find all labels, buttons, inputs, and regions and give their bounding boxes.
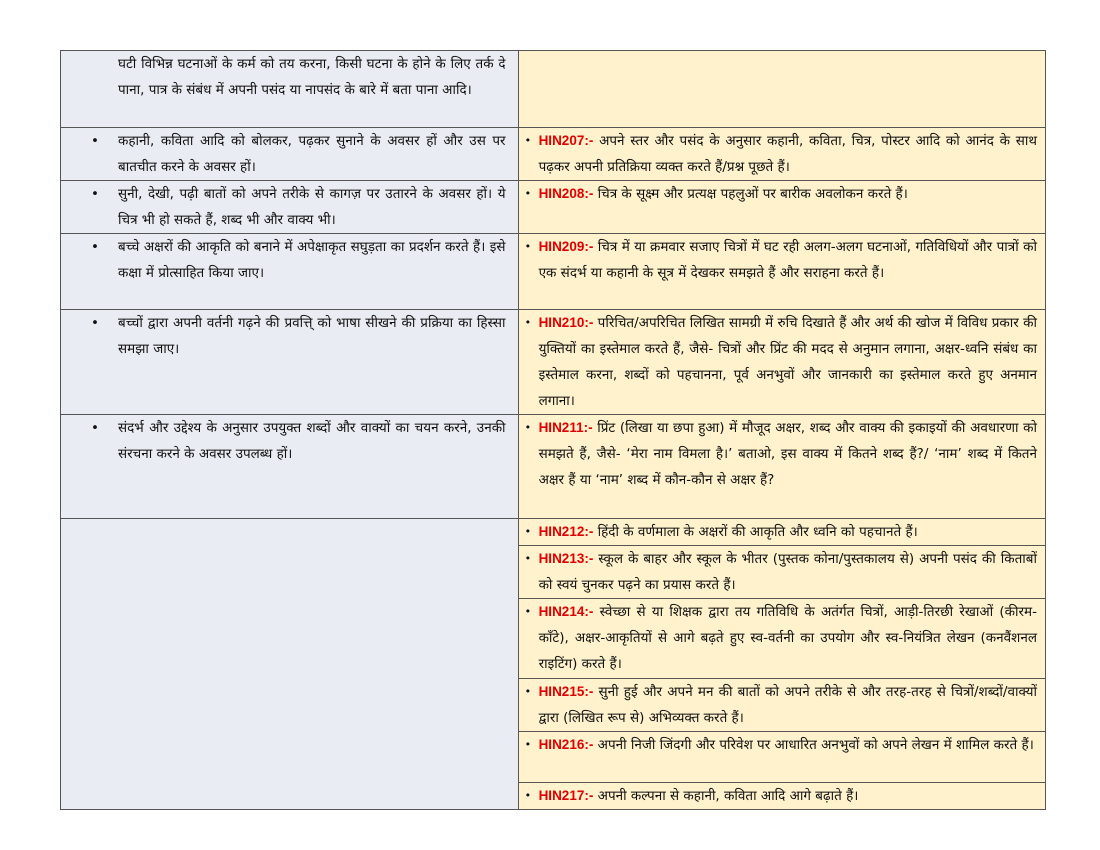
outcome-text: अपनी कल्पना से कहानी, कविता आदि आगे बढ़ाते हैं। (597, 788, 859, 804)
pedagogy-text: सुनी, देखी, पढ़ी बातों को अपने तरीके से कागज़ पर उतारने के अवसर हों। ये चित्र भी हो सकते हैं, शब्द भी और वाक्य भी। (118, 186, 506, 228)
pedagogy-cell (61, 128, 519, 181)
pedagogy-text: घटी विभिन्न घटनाओं के कर्म को तय करना, किसी घटना के होने के लिए तर्क दे पाना, पात्र के संबंध में अपनी पसंद या नापसंद के बारे में बता पाना आदि। (118, 56, 506, 98)
outcome-text: स्वेच्छा से या शिक्षक द्वारा तय गतिविधि के अतंर्गत चित्रों, आड़ी-तिरछी रेखाओं (कीरम-काँटे), अक्षर-आकृतियों से आगे बढ़ते हुए स्व-वर्तनी का उपयोग और स्व-नियंत्रित लेखन (कनवैंशनल राइटिंग) करते हैं। (538, 604, 1038, 672)
outcome-code: HIN217:- (538, 788, 594, 803)
outcome-cell (518, 128, 1045, 181)
outcome-cell (518, 181, 1045, 234)
outcome-cell (518, 234, 1045, 310)
pedagogy-cell (61, 415, 519, 519)
outcome-code: HIN209:- (538, 239, 594, 254)
outcome-code: HIN207:- (538, 133, 594, 148)
outcome-code: HIN214:- (538, 604, 594, 619)
bullet-icon: • (524, 552, 532, 565)
outcome-code: HIN212:- (538, 524, 594, 539)
outcome-text: अपने स्तर और पसंद के अनुसार कहानी, कविता, चित्र, पोस्टर आदि को आनंद के साथ पढ़कर अपनी प्रतिक्रिया व्यक्त करते हैं/प्रश्न पूछते हैं। (538, 133, 1037, 175)
outcome-cell (518, 546, 1045, 599)
pedagogy-text: कहानी, कविता आदि को बोलकर, पढ़कर सुनाने के अवसर हों और उस पर बातचीत करने के अवसर हों। (118, 133, 506, 175)
outcome-cell (518, 783, 1045, 810)
pedagogy-cell (61, 181, 519, 234)
bullet-icon: • (524, 789, 532, 802)
table-row (61, 234, 1046, 310)
pedagogy-cell-empty (61, 519, 519, 810)
outcome-code: HIN210:- (538, 315, 594, 330)
outcome-text: अपनी निजी जिंदगी और परिवेश पर आधारित अनभुवों को अपने लेखन में शामिल करते हैं। (597, 737, 1034, 753)
outcome-cell (518, 310, 1045, 415)
outcome-cell-empty (518, 51, 1045, 128)
pedagogy-text: बच्चे अक्षरों की आकृति को बनाने में अपेक्षाकृत सघुड़ता का प्रदर्शन करते हैं। इसे कक्षा में प्रोत्साहित किया जाए। (118, 239, 506, 281)
curriculum-table (60, 50, 1046, 810)
table-row (61, 415, 1046, 519)
bullet-icon: • (524, 605, 532, 618)
bullet-icon: • (524, 738, 532, 751)
table-row (61, 310, 1046, 415)
outcome-code: HIN215:- (538, 684, 594, 699)
outcome-text: चित्र में या क्रमवार सजाए चित्रों में घट रही अलग-अलग घटनाओं, गतिविधियों और पात्रों को एक संदर्भ या कहानी के सूत्र में देखकर समझते हैं और सराहना करते हैं। (538, 239, 1037, 281)
outcome-cell (518, 679, 1045, 732)
pedagogy-cell (61, 51, 519, 128)
bullet-icon: • (91, 420, 99, 436)
outcome-cell (518, 599, 1045, 679)
outcome-code: HIN213:- (538, 551, 594, 566)
table-row (61, 181, 1046, 234)
outcome-text: चित्र के सूक्ष्म और प्रत्यक्ष पहलुओं पर बारीक अवलोकन करते हैं। (597, 186, 908, 202)
bullet-icon: • (91, 186, 99, 202)
outcome-text: हिंदी के वर्णमाला के अक्षरों की आकृति और ध्वनि को पहचानते हैं। (597, 524, 918, 540)
bullet-icon: • (524, 685, 532, 698)
bullet-icon: • (91, 315, 99, 331)
table-row (61, 519, 1046, 546)
bullet-icon: • (524, 316, 532, 329)
bullet-icon: • (91, 239, 99, 255)
outcome-code: HIN216:- (538, 737, 594, 752)
outcome-text: प्रिंट (लिखा या छपा हुआ) में मौजूद अक्षर, शब्द और वाक्य की इकाइयों की अवधारणा को समझते हैं, जैसे- ‘मेरा नाम विमला है।’ बताओ, इस वाक्य में कितने शब्द हैं?/ ‘नाम’ शब्द में कितने अक्षर हैं या ‘नाम’ शब्द में कौन-कौन से अक्षर हैं? (538, 420, 1037, 488)
pedagogy-cell (61, 234, 519, 310)
bullet-icon: • (524, 187, 532, 200)
bullet-icon: • (91, 133, 99, 149)
outcome-cell (518, 732, 1045, 783)
bullet-icon: • (524, 240, 532, 253)
outcome-code: HIN211:- (538, 420, 593, 435)
outcome-cell (518, 415, 1045, 519)
bullet-icon: • (524, 421, 532, 434)
pedagogy-cell (61, 310, 519, 415)
outcome-text: परिचित/अपरिचित लिखित सामग्री में रुचि दिखाते हैं और अर्थ की खोज में विविध प्रकार की युक्तियों का इस्तेमाल करते हैं, जैसे- चित्रों और प्रिंट की मदद से अनुमान लगाना, अक्षर-ध्वनि संबंध का इस्तेमाल करना, शब्दों को पहचानना, पूर्व अनभुवों और जानकारी का इस्तेमाल करते हुए अनमान लगाना। (538, 315, 1037, 409)
table-row (61, 51, 1046, 128)
bullet-icon: • (524, 134, 532, 147)
outcome-text: सुनी हुई और अपने मन की बातों को अपने तरीके से और तरह-तरह से चित्रों/शब्दों/वाक्यों द्वारा (लिखित रूप से) अभिव्यक्त करते हैं। (538, 684, 1037, 726)
outcome-code: HIN208:- (538, 186, 594, 201)
table-row (61, 128, 1046, 181)
bullet-icon: • (524, 525, 532, 538)
outcome-cell (518, 519, 1045, 546)
pedagogy-text: संदर्भ और उद्देश्य के अनुसार उपयुक्त शब्दों और वाक्यों का चयन करने, उनकी संरचना करने के अवसर उपलब्ध हों। (118, 420, 506, 462)
outcome-text: स्कूल के बाहर और स्कूल के भीतर (पुस्तक कोना/पुस्तकालय से) अपनी पसंद की किताबों को स्वयं चुनकर पढ़ने का प्रयास करते हैं। (538, 551, 1038, 593)
pedagogy-text: बच्चों द्वारा अपनी वर्तनी गढ़ने की प्रवत्ति् को भाषा सीखने की प्रक्रिया का हिस्सा समझा जाए। (118, 315, 506, 357)
